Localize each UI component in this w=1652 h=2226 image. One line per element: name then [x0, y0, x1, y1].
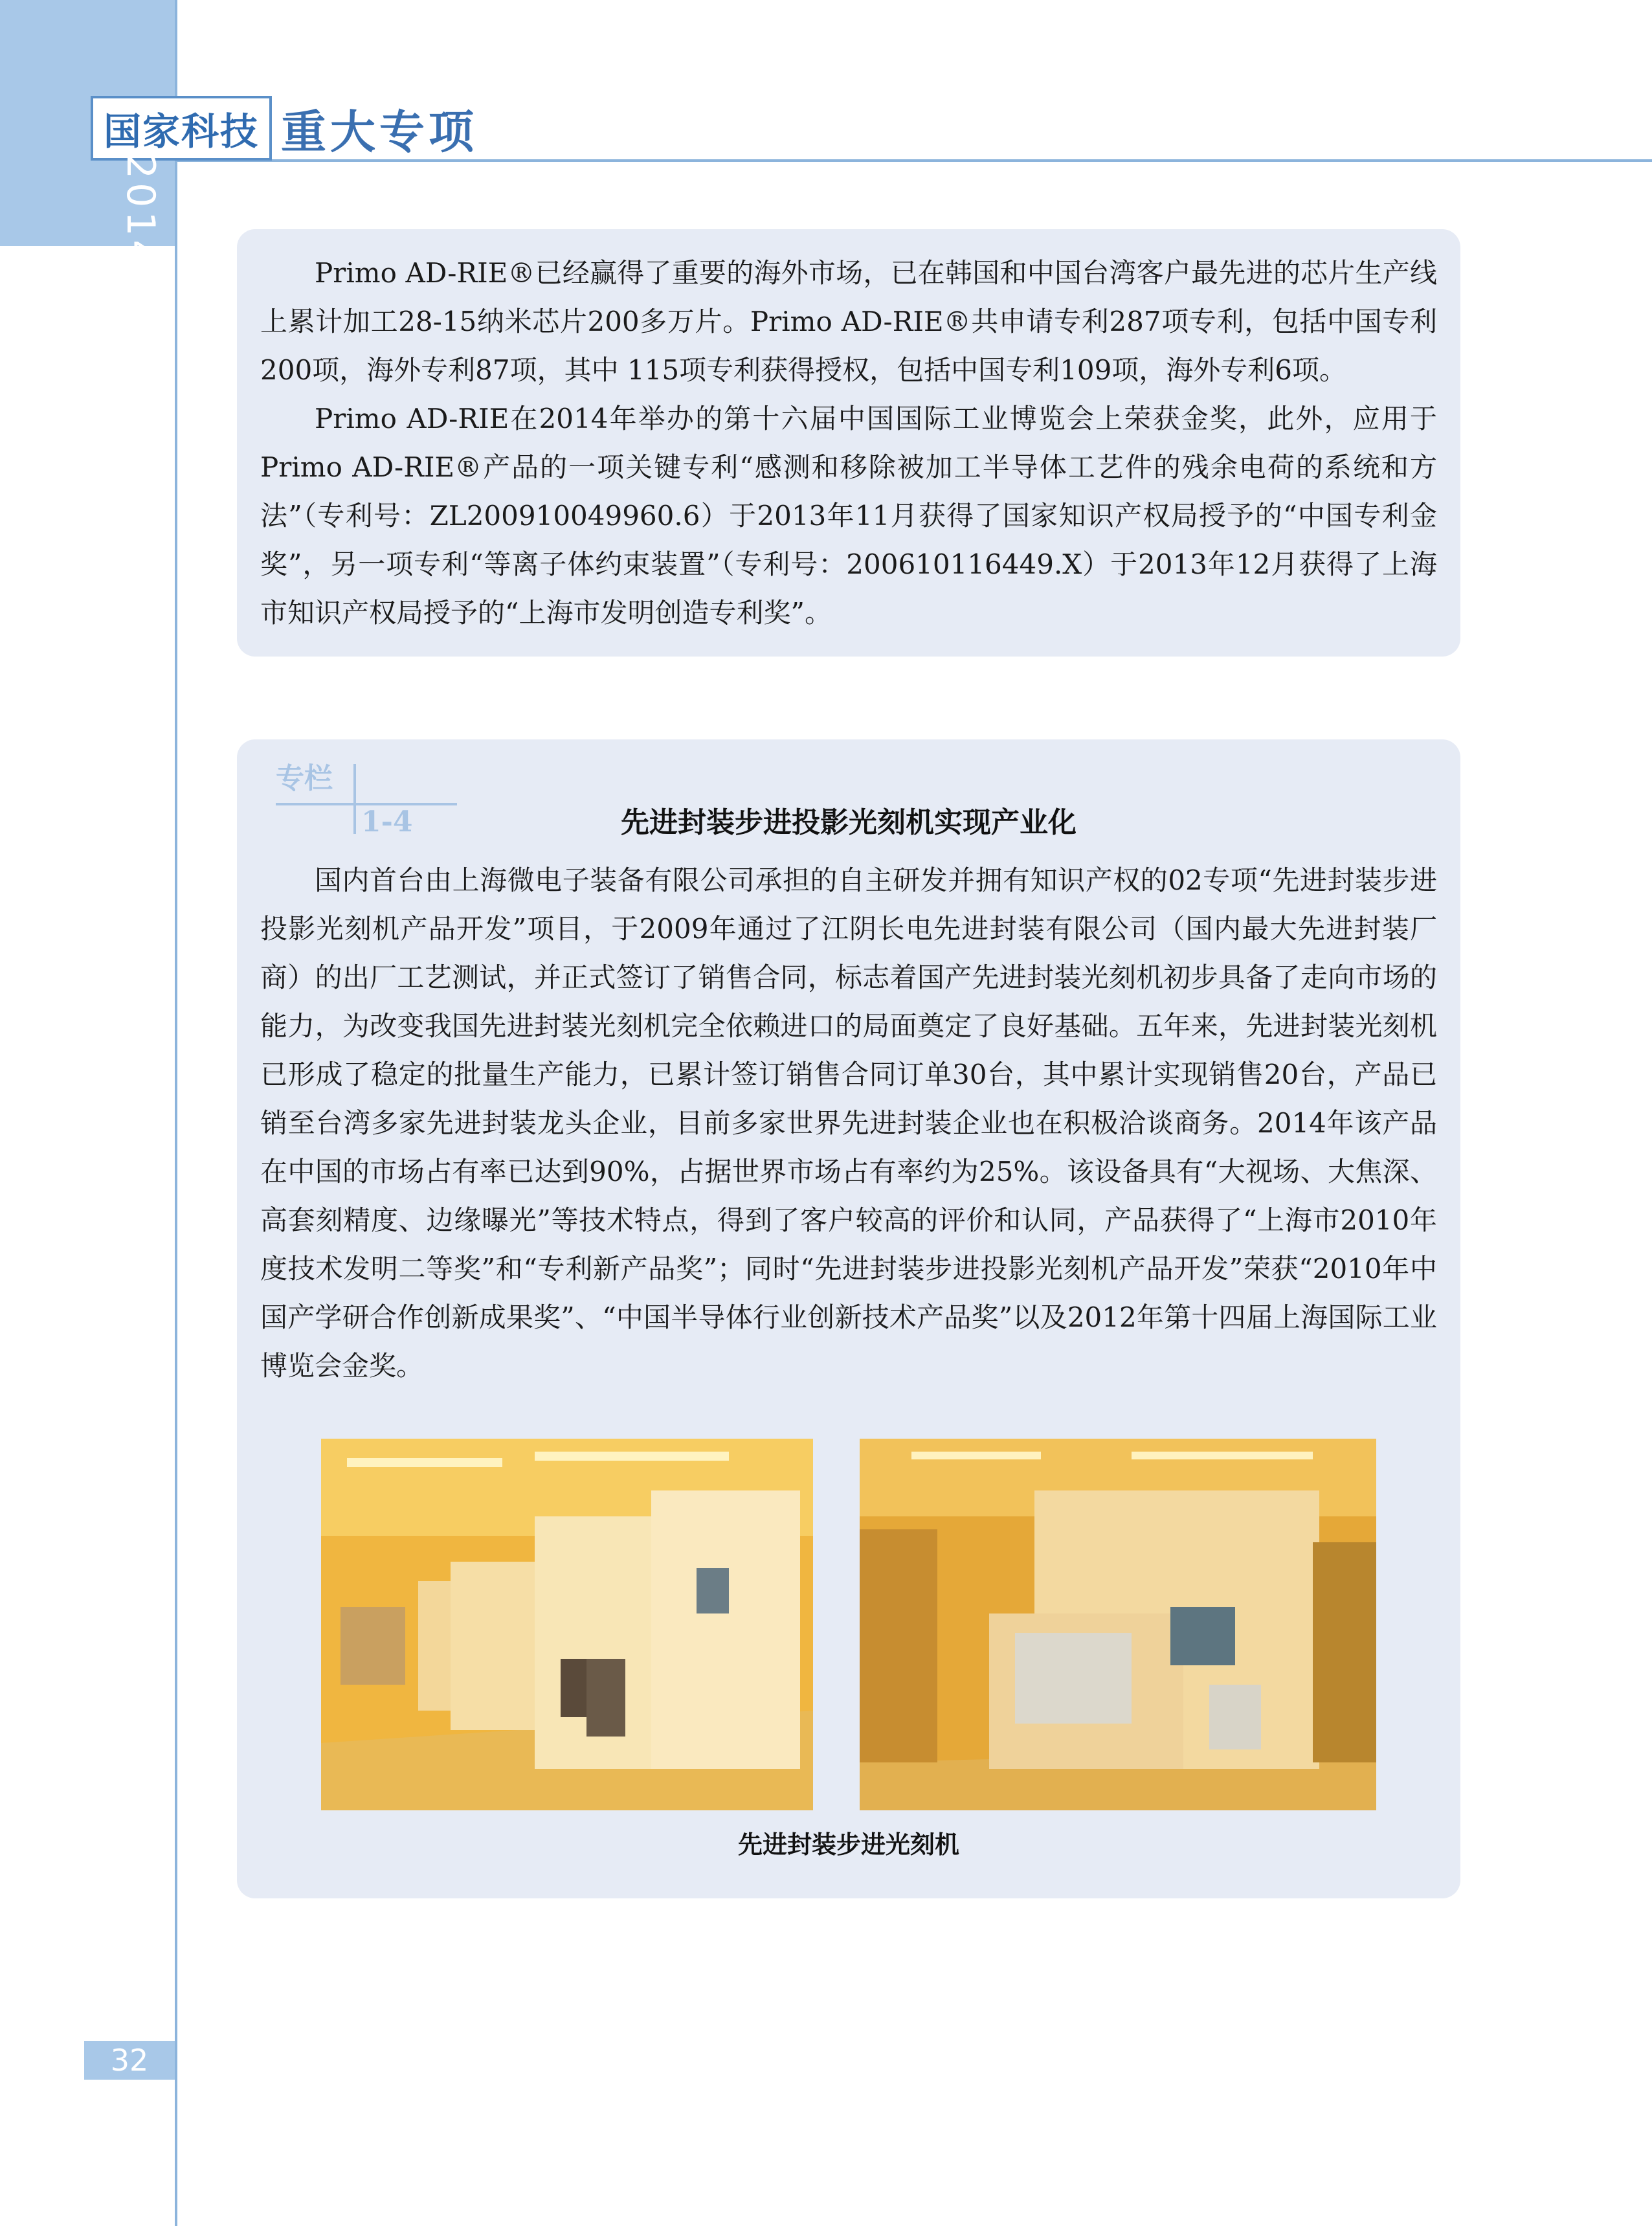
column-box-1-4	[237, 739, 1460, 1898]
column-label: 专栏	[276, 762, 333, 795]
paragraph: Primo AD-RIE®已经赢得了重要的海外市场，已在韩国和中国台湾客户最先进的芯片生产线上累计加工28-15纳米芯片200多万片。Primo AD-RIE®共申请专利287项专利，包括中国专利200项，海外专利87项，其中 115项专利获得授权，包括中国专利109项，海外专利6项。	[260, 257, 1437, 386]
header-title: 重大专项	[281, 104, 478, 159]
column-number: 1-4	[361, 805, 413, 838]
annual-report-vertical-label: 2014 年度报告	[118, 154, 163, 456]
running-header	[91, 96, 478, 161]
paragraph: 国内首台由上海微电子装备有限公司承担的自主研发并拥有知识产权的02专项“先进封装步进投影光刻机产品开发”项目，于2009年通过了江阴长电先进封装有限公司（国内最大先进封装厂商）的出厂工艺测试，并正式签订了销售合同，标志着国产先进封装光刻机初步具备了走向市场的能力，为改变我国先进封装光刻机完全依赖进口的局面奠定了良好基础。五年来，先进封装光刻机已形成了稳定的批量生产能力，已累计签订销售合同订单30台，其中累计实现销售20台，产品已销至台湾多家先进封装龙头企业，目前多家世界先进封装企业也在积极洽谈商务。2014年该产品在中国的市场占有率已达到90%，占据世界市场占有率约为25%。该设备具有“大视场、大焦深、高套刻精度、边缘曝光”等技术特点，得到了客户较高的评价和认同，产品获得了“上海市2010年度技术发明二等奖”和“专利新产品奖”；同时“先进封装步进投影光刻机产品开发”荣获“2010年中国产学研合作创新成果奖”、“中国半导体行业创新技术产品奖”以及2012年第十四届上海国际工业博览会金奖。	[260, 864, 1437, 1382]
column-title: 先进封装步进投影光刻机实现产业化	[621, 806, 1077, 839]
photo-lithography-machines-row	[321, 1439, 813, 1810]
page-number: 32	[84, 2041, 175, 2080]
paragraph: Primo AD-RIE在2014年举办的第十六届中国国际工业博览会上荣获金奖，此外，应用于Primo AD-RIE®产品的一项关键专利“感测和移除被加工半导体工艺件的残余电荷的系统和方法”（专利号：ZL200910049960.6）于2013年11月获得了国家知识产权局授予的“中国专利金奖”，另一项专利“等离子体约束装置”（专利号：200610116449.X）于2013年12月获得了上海市知识产权局授予的“上海市发明创造专利奖”。	[260, 403, 1437, 629]
photo-caption: 先进封装步进光刻机	[737, 1830, 959, 1859]
side-rule	[175, 0, 177, 2226]
header-box-label: 国家科技	[91, 96, 272, 161]
intro-panel	[237, 229, 1460, 657]
photo-lithography-machine-front	[860, 1439, 1376, 1810]
